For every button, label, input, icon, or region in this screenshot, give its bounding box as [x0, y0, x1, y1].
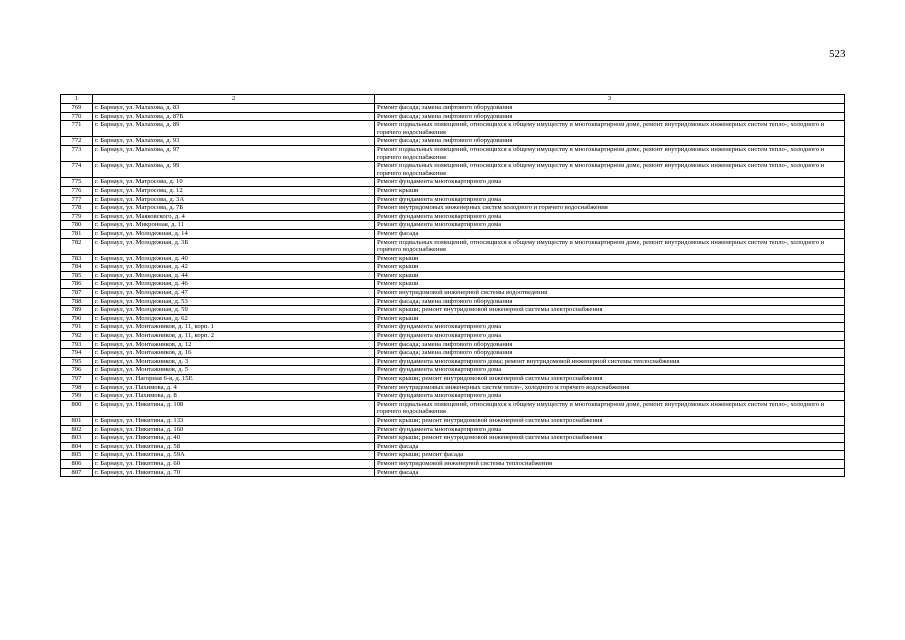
table-row [61, 357, 845, 366]
row-address: г. Барнаул, ул. Малахова, д. 87Б [93, 112, 375, 121]
table-row [61, 451, 845, 460]
row-work-type: Ремонт подвальных помещений, относящихся к общему имуществу в многоквартирном доме, ремонт внутридомовых инженерных систем тепло-, холодного и горячего водоснабжения [375, 238, 845, 254]
row-address: г. Барнаул, ул. Никитина, д. 40 [93, 434, 375, 443]
row-work-type: Ремонт крыши [375, 280, 845, 289]
row-work-type: Ремонт крыши [375, 271, 845, 280]
row-address: г. Барнаул, ул. Молодежная, д. 44 [93, 271, 375, 280]
row-work-type: Ремонт подвальных помещений, относящихся к общему имуществу в многоквартирном доме, ремонт внутридомовых инженерных систем тепло-, холодного и горячего водоснабжения [375, 121, 845, 137]
row-address: г. Барнаул, ул. Молодежная, д. 47 [93, 289, 375, 298]
row-number: 796 [61, 366, 93, 375]
table-row [61, 459, 845, 468]
row-work-type: Ремонт фундамента многоквартирного дома [375, 425, 845, 434]
row-number: 787 [61, 289, 93, 298]
row-address: г. Барнаул, ул. Молодежная, д. 14 [93, 229, 375, 238]
row-address: г. Барнаул, ул. Молодежная, д. 46 [93, 280, 375, 289]
row-address: г. Барнаул, ул. Никитина, д. 59А [93, 451, 375, 460]
row-number: 794 [61, 349, 93, 358]
row-work-type: Ремонт фасада; замена лифтового оборудования [375, 297, 845, 306]
column-header-work: 3 [375, 95, 845, 104]
row-address: г. Барнаул, ул. Монтажников, д. 12 [93, 340, 375, 349]
row-work-type: Ремонт фундамента многоквартирного дома [375, 221, 845, 230]
row-address: г. Барнаул, ул. Пахимова, д. 4 [93, 383, 375, 392]
row-number: 776 [61, 186, 93, 195]
row-work-type: Ремонт крыши [375, 263, 845, 272]
table-row [61, 442, 845, 451]
row-work-type: Ремонт фасада; замена лифтового оборудования [375, 137, 845, 146]
header-row [61, 95, 845, 104]
row-address: г. Барнаул, ул. Никитина, д. 70 [93, 468, 375, 477]
row-address: г. Барнаул, ул. Молодежная, д. 3Б [93, 238, 375, 254]
row-work-type: Ремонт фундамента многоквартирного дома [375, 195, 845, 204]
column-header-address: 2 [93, 95, 375, 104]
row-work-type: Ремонт внутридомовой инженерной системы теплоснабжения [375, 459, 845, 468]
row-work-type: Ремонт крыши; ремонт внутридомовой инженерной системы электроснабжения [375, 375, 845, 384]
row-number: 788 [61, 297, 93, 306]
column-header-number: 1 [61, 95, 93, 104]
row-address: г. Барнаул, ул. Никитина, д. 58 [93, 442, 375, 451]
table-row [61, 425, 845, 434]
page-number: 523 [829, 48, 846, 60]
table-row [61, 366, 845, 375]
row-address: г. Барнаул, ул. Микронная, д. 11 [93, 221, 375, 230]
row-number: 773 [61, 145, 93, 161]
table-row [61, 306, 845, 315]
row-number: 786 [61, 280, 93, 289]
table-row [61, 221, 845, 230]
table-row [61, 271, 845, 280]
row-number: 785 [61, 271, 93, 280]
row-number: 807 [61, 468, 93, 477]
row-number: 799 [61, 392, 93, 401]
row-number: 784 [61, 263, 93, 272]
row-work-type: Ремонт фасада [375, 468, 845, 477]
row-number: 798 [61, 383, 93, 392]
table-row [61, 297, 845, 306]
table-row [61, 137, 845, 146]
row-work-type: Ремонт внутридомовой инженерной системы водоотведения [375, 289, 845, 298]
table-header [61, 95, 845, 104]
table-row [61, 392, 845, 401]
row-number: 795 [61, 357, 93, 366]
table-row [61, 204, 845, 213]
row-number: 793 [61, 340, 93, 349]
table-row [61, 121, 845, 137]
row-address: г. Барнаул, ул. Никитина, д. 108 [93, 400, 375, 416]
row-number: 775 [61, 178, 93, 187]
row-address: г. Барнаул, ул. Монтажников, д. 3 [93, 357, 375, 366]
row-work-type: Ремонт подвальных помещений, относящихся к общему имуществу в многоквартирном доме, ремонт внутридомовых инженерных систем тепло-, холодного и горячего водоснабжения [375, 400, 845, 416]
row-number: 791 [61, 323, 93, 332]
row-work-type: Ремонт крыши [375, 254, 845, 263]
row-number: 774 [61, 162, 93, 178]
table-row [61, 254, 845, 263]
row-number: 779 [61, 212, 93, 221]
row-work-type: Ремонт крыши [375, 186, 845, 195]
table-row [61, 178, 845, 187]
row-address: г. Барнаул, ул. Матросова, д. 10 [93, 178, 375, 187]
row-address: г. Барнаул, ул. Молодежная, д. 59 [93, 306, 375, 315]
row-address: г. Барнаул, ул. Маяковского, д. 4 [93, 212, 375, 221]
row-number: 782 [61, 238, 93, 254]
row-number: 771 [61, 121, 93, 137]
row-number: 797 [61, 375, 93, 384]
row-address: г. Барнаул, ул. Малахова, д. 97 [93, 145, 375, 161]
row-number: 790 [61, 314, 93, 323]
row-work-type: Ремонт подвальных помещений, относящихся к общему имуществу в многоквартирном доме, ремонт внутридомовых инженерных систем тепло-, холодного и горячего водоснабжения [375, 145, 845, 161]
table-row [61, 375, 845, 384]
table-row [61, 104, 845, 113]
row-work-type: Ремонт подвальных помещений, относящихся к общему имуществу в многоквартирном доме, ремонт внутридомовых инженерных систем тепло-, холодного и горячего водоснабжения [375, 162, 845, 178]
row-address: г. Барнаул, ул. Малахова, д. 89 [93, 121, 375, 137]
table-row [61, 434, 845, 443]
row-work-type: Ремонт фундамента многоквартирного дома [375, 212, 845, 221]
row-address: г. Барнаул, ул. Молодежная, д. 53 [93, 297, 375, 306]
table-row [61, 229, 845, 238]
row-address: г. Барнаул, ул. Матросова, д. 12 [93, 186, 375, 195]
row-work-type: Ремонт фундамента многоквартирного дома [375, 392, 845, 401]
row-address: г. Барнаул, ул. Малахова, д. 83 [93, 104, 375, 113]
table-row [61, 314, 845, 323]
row-number: 789 [61, 306, 93, 315]
table-row [61, 416, 845, 425]
row-number: 770 [61, 112, 93, 121]
row-address: г. Барнаул, ул. Никитина, д. 60 [93, 459, 375, 468]
table-row [61, 186, 845, 195]
row-address: г. Барнаул, ул. Монтажников, д. 11, корп. 1 [93, 323, 375, 332]
row-work-type: Ремонт фасада; замена лифтового оборудования [375, 104, 845, 113]
row-number: 801 [61, 416, 93, 425]
row-number: 792 [61, 332, 93, 341]
row-work-type: Ремонт крыши; ремонт внутридомовой инженерной системы электроснабжения [375, 434, 845, 443]
row-address: г. Барнаул, ул. Молодежная, д. 42 [93, 263, 375, 272]
table-row [61, 145, 845, 161]
row-number: 783 [61, 254, 93, 263]
table-row [61, 332, 845, 341]
table-row [61, 280, 845, 289]
row-number: 804 [61, 442, 93, 451]
row-number: 772 [61, 137, 93, 146]
row-number: 802 [61, 425, 93, 434]
table-row [61, 263, 845, 272]
row-address: г. Барнаул, ул. Монтажников, д. 16 [93, 349, 375, 358]
row-number: 806 [61, 459, 93, 468]
row-work-type: Ремонт фундамента многоквартирного дома [375, 332, 845, 341]
row-number: 803 [61, 434, 93, 443]
table-row [61, 112, 845, 121]
row-number: 780 [61, 221, 93, 230]
table-row [61, 162, 845, 178]
row-work-type: Ремонт крыши; ремонт внутридомовой инженерной системы электроснабжения [375, 306, 845, 315]
table-row [61, 238, 845, 254]
table-row [61, 468, 845, 477]
row-work-type: Ремонт фундамента многоквартирного дома [375, 366, 845, 375]
repair-registry-table [60, 94, 845, 477]
row-number: 781 [61, 229, 93, 238]
row-work-type: Ремонт фасада [375, 229, 845, 238]
row-work-type: Ремонт фасада; замена лифтового оборудования [375, 340, 845, 349]
row-address: г. Барнаул, ул. Пахимова, д. 8 [93, 392, 375, 401]
row-work-type: Ремонт фундамента многоквартирного дома [375, 323, 845, 332]
table-row [61, 340, 845, 349]
row-address: г. Барнаул, ул. Матросова, д. 3А [93, 195, 375, 204]
table-row [61, 400, 845, 416]
row-address: г. Барнаул, ул. Молодежная, д. 40 [93, 254, 375, 263]
row-work-type: Ремонт фасада; замена лифтового оборудования [375, 112, 845, 121]
row-work-type: Ремонт крыши; ремонт внутридомовой инженерной системы электроснабжения [375, 416, 845, 425]
row-work-type: Ремонт фундамента многоквартирного дома [375, 178, 845, 187]
table-body [61, 104, 845, 477]
table-row [61, 195, 845, 204]
row-address: г. Барнаул, ул. Монтажников, д. 5 [93, 366, 375, 375]
row-address: г. Барнаул, ул. Малахова, д. 99 [93, 162, 375, 178]
row-address: г. Барнаул, ул. Молодежная, д. 62 [93, 314, 375, 323]
row-work-type: Ремонт внутридомовых инженерных систем холодного и горячего водоснабжения [375, 204, 845, 213]
row-number: 777 [61, 195, 93, 204]
row-number: 769 [61, 104, 93, 113]
row-address: г. Барнаул, ул. Нагорная 6-я, д. 15Е [93, 375, 375, 384]
row-address: г. Барнаул, ул. Никитина, д. 160 [93, 425, 375, 434]
row-work-type: Ремонт внутридомовых инженерных систем тепло-, холодного и горячего водоснабжения [375, 383, 845, 392]
table-row [61, 323, 845, 332]
row-work-type: Ремонт фундамента многоквартирного дома; ремонт внутридомовой инженерной системы теплоснабжения [375, 357, 845, 366]
row-address: г. Барнаул, ул. Монтажников, д. 11, корп. 2 [93, 332, 375, 341]
table-row [61, 383, 845, 392]
row-work-type: Ремонт фасада [375, 442, 845, 451]
table-row [61, 349, 845, 358]
row-work-type: Ремонт крыши; ремонт фасада [375, 451, 845, 460]
row-number: 805 [61, 451, 93, 460]
table-row [61, 212, 845, 221]
table-row [61, 289, 845, 298]
row-address: г. Барнаул, ул. Малахова, д. 93 [93, 137, 375, 146]
row-work-type: Ремонт крыши [375, 314, 845, 323]
row-number: 778 [61, 204, 93, 213]
row-work-type: Ремонт фасада; замена лифтового оборудования [375, 349, 845, 358]
row-address: г. Барнаул, ул. Матросова, д. 7Б [93, 204, 375, 213]
row-number: 800 [61, 400, 93, 416]
row-address: г. Барнаул, ул. Никитина, д. 133 [93, 416, 375, 425]
